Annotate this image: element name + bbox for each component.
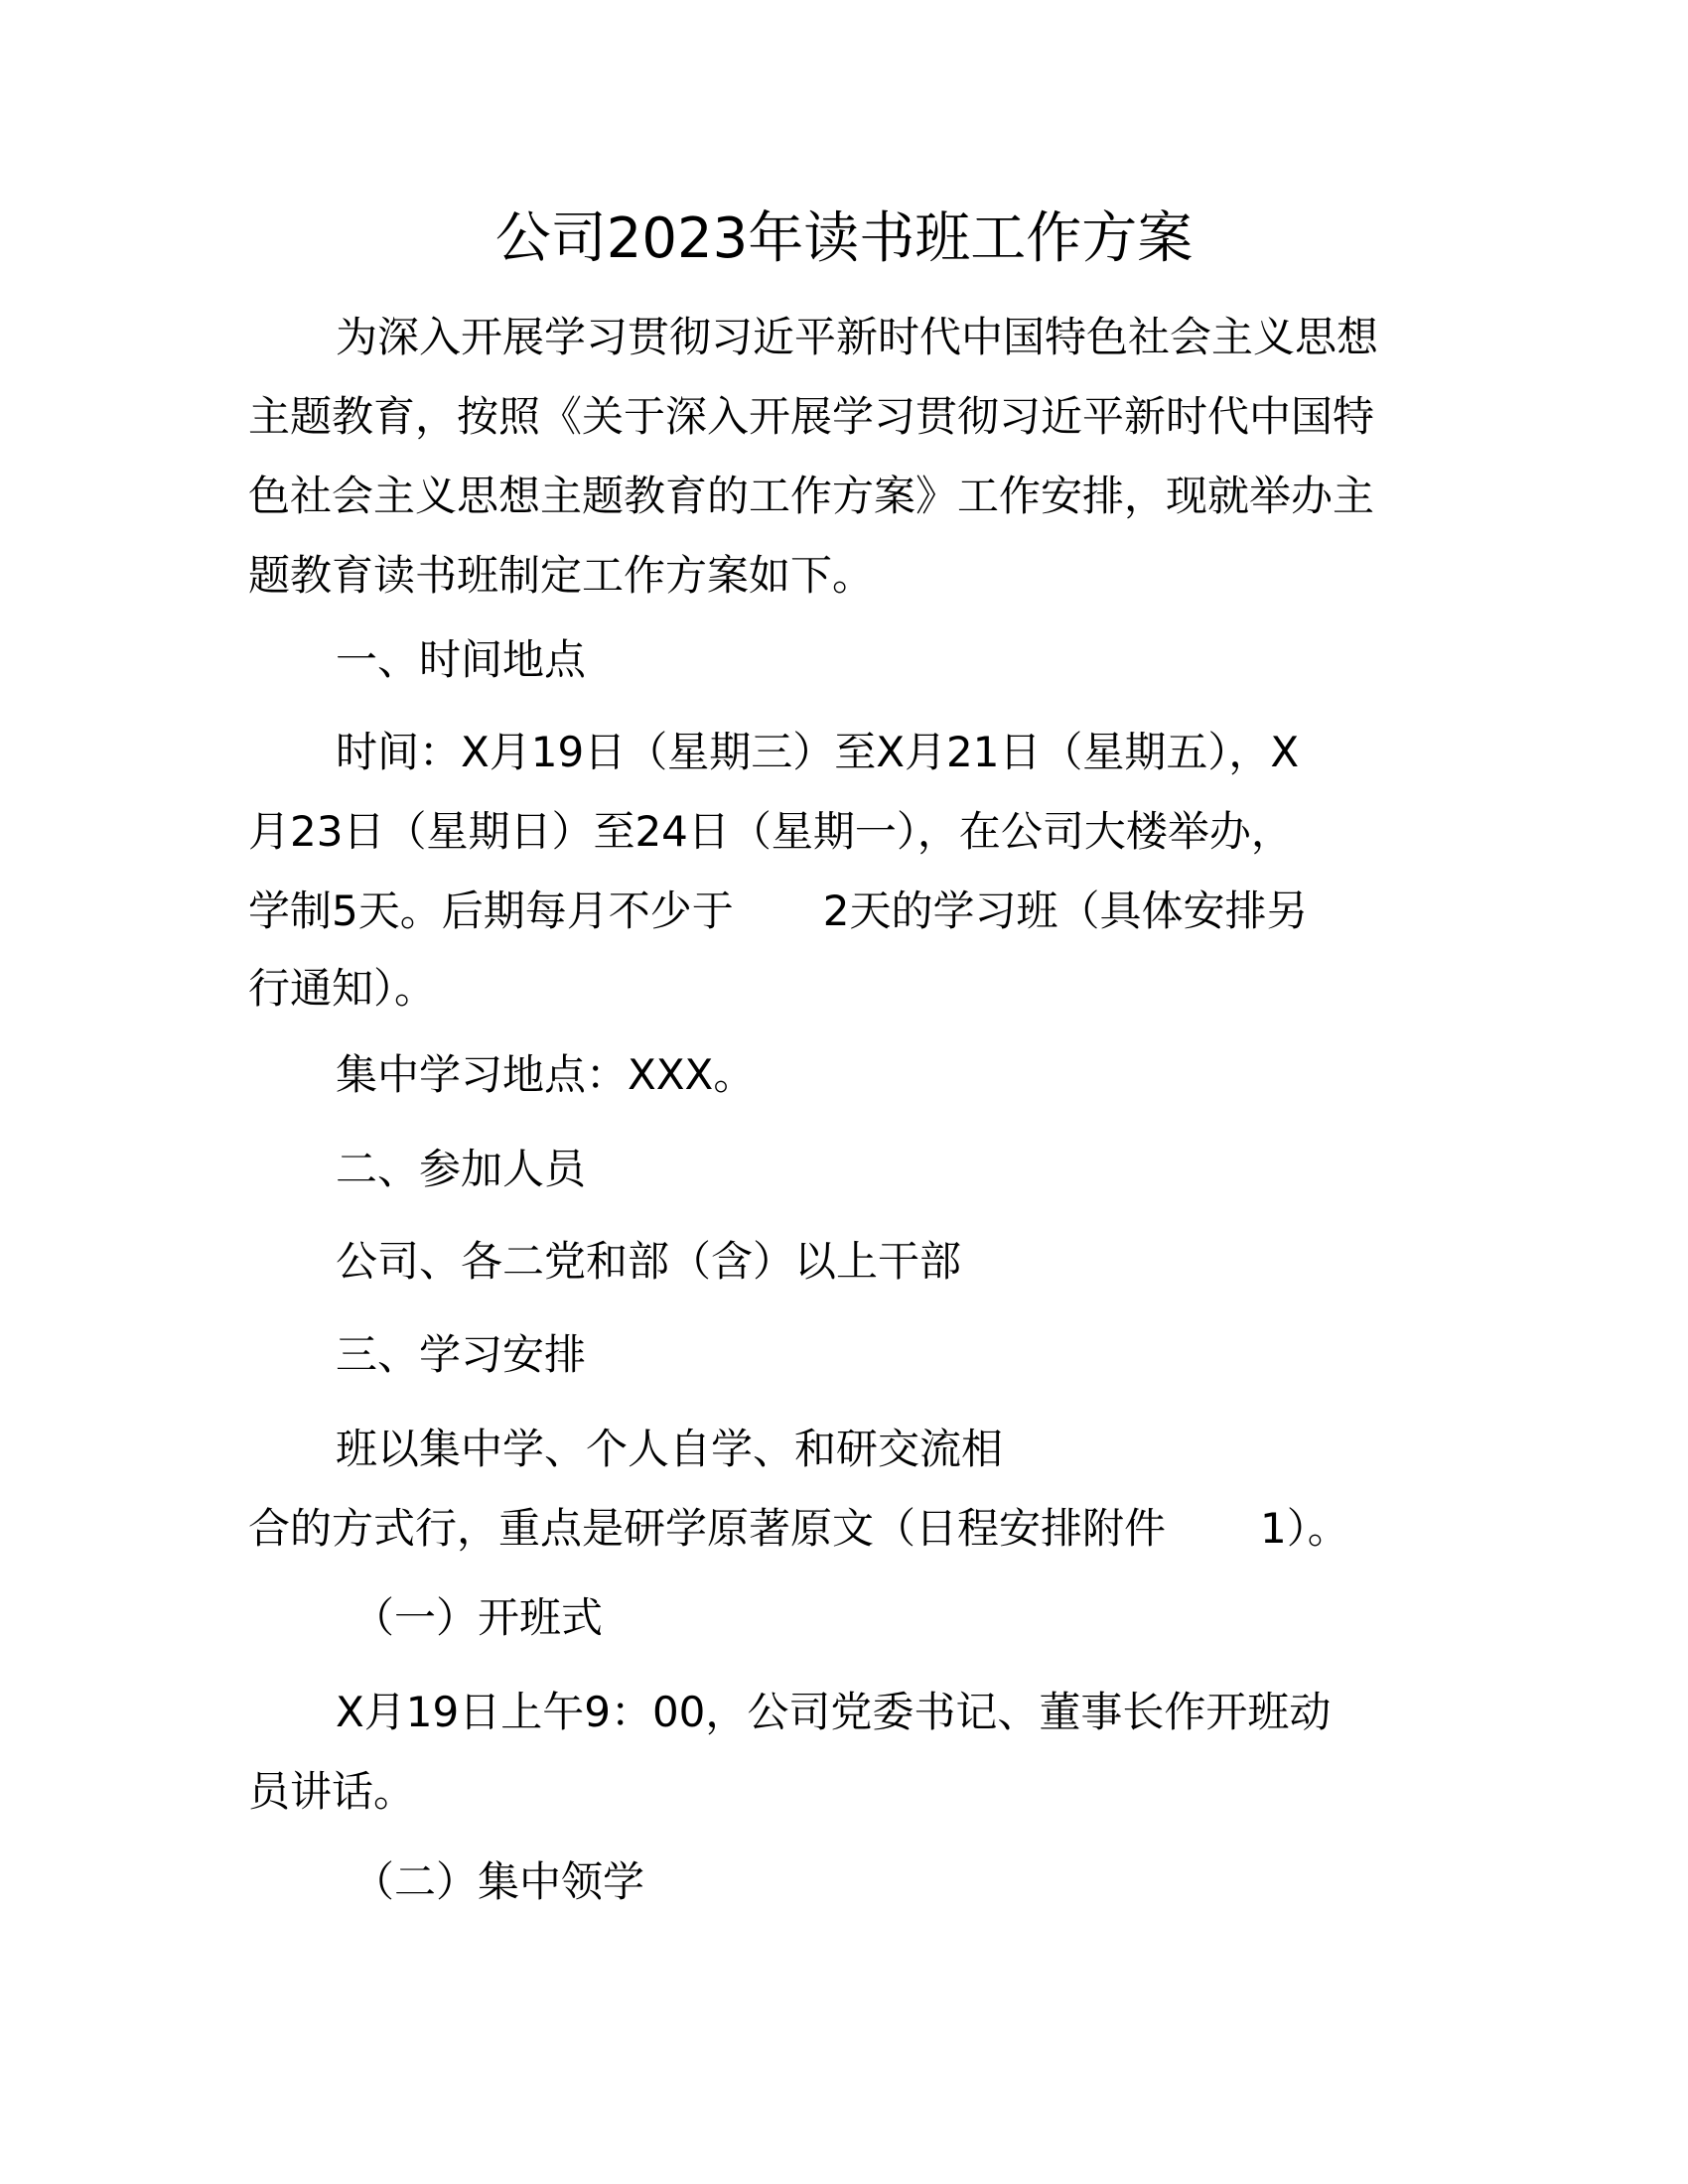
time-line-1: 时间：X月19日（星期三）至X月21日（星期五），X — [336, 728, 1300, 776]
arrangement-line-2-part-a: 合的方式行，重点是研学原著原文（日程安排附件 — [248, 1504, 1167, 1553]
time-line-3-part-a: 学制5天。后期每月不少于 — [248, 887, 734, 935]
time-line-4: 行通知）。 — [248, 964, 437, 1013]
participants-line: 公司、各二党和部（含）以上干部 — [336, 1237, 962, 1286]
section-2-heading: 二、参加人员 — [336, 1145, 587, 1193]
opening-line-1: X月19日上午9：00，公司党委书记、董事长作开班动 — [336, 1688, 1332, 1736]
arrangement-line-1: 班以集中学、个人自学、和研交流相 — [336, 1425, 1004, 1473]
time-line-3 — [248, 884, 1308, 939]
section-1-heading: 一、时间地点 — [336, 635, 587, 684]
intro-line-1: 为深入开展学习贯彻习近平新时代中国特色社会主义思想 — [336, 313, 1379, 361]
time-line-2: 月23日（星期日）至24日（星期一），在公司大楼举办， — [248, 807, 1293, 856]
place-line: 集中学习地点：XXX。 — [336, 1050, 756, 1099]
intro-line-2: 主题教育，按照《关于深入开展学习贯彻习近平新时代中国特 — [248, 392, 1375, 441]
opening-line-2: 员讲话。 — [248, 1767, 416, 1816]
arrangement-line-2-part-b: 1）。 — [1260, 1504, 1349, 1553]
arrangement-line-2 — [248, 1501, 1349, 1557]
intro-line-4: 题教育读书班制定工作方案如下。 — [248, 551, 875, 600]
document-title: 公司2023年读书班工作方案 — [494, 206, 1194, 271]
subsection-2-heading: （二）集中领学 — [352, 1857, 645, 1906]
subsection-1-heading: （一）开班式 — [352, 1593, 604, 1642]
section-3-heading: 三、学习安排 — [336, 1330, 587, 1379]
intro-line-3: 色社会主义思想主题教育的工作方案》工作安排，现就举办主 — [248, 472, 1375, 520]
time-line-3-part-b: 2天的学习班（具体安排另 — [822, 887, 1309, 935]
